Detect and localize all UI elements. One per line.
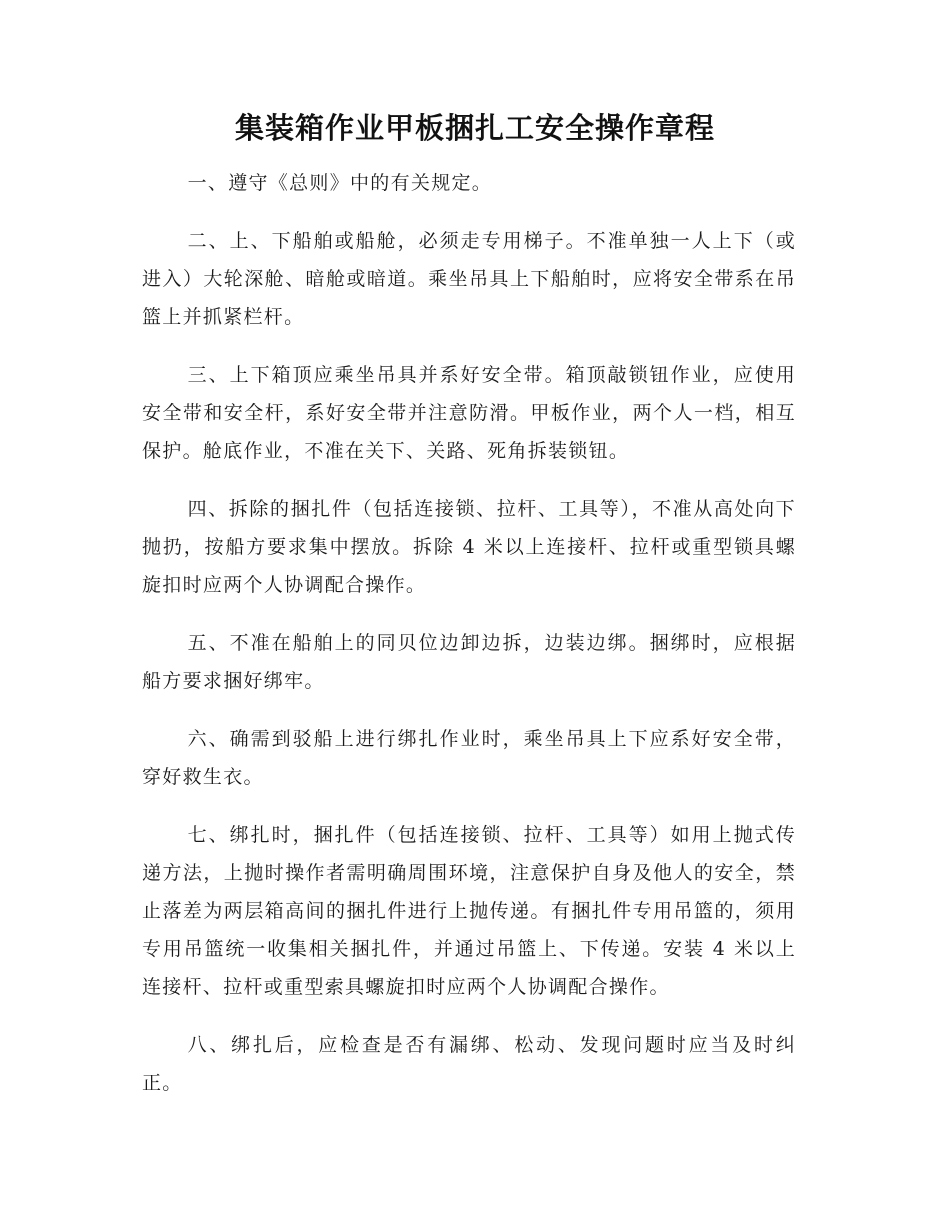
paragraph-4: 四、拆除的捆扎件（包括连接锁、拉杆、工具等），不准从高处向下抛扔，按船方要求集中摆放。拆除 4 米以上连接杆、拉杆或重型锁具螺旋扣时应两个人协调配合操作。 xyxy=(142,498,796,596)
paragraph-3: 三、上下箱顶应乘坐吊具并系好安全带。箱顶敲锁钮作业，应使用安全带和安全杆，系好安全带并注意防滑。甲板作业，两个人一档，相互保护。舱底作业，不准在关下、关路、死角拆装锁钮。 xyxy=(142,364,796,462)
paragraph-8: 八、绑扎后，应检查是否有漏绑、松动、发现问题时应当及时纠正。 xyxy=(142,1034,796,1094)
document-body xyxy=(142,164,796,1122)
document-title: 集装箱作业甲板捆扎工安全操作章程 xyxy=(234,111,715,145)
paragraph-6: 六、确需到驳船上进行绑扎作业时，乘坐吊具上下应系好安全带，穿好救生衣。 xyxy=(142,728,796,788)
paragraph-1: 一、遵守《总则》中的有关规定。 xyxy=(187,172,493,194)
paragraph-2: 二、上、下船舶或船舱，必须走专用梯子。不准单独一人上下（或进入）大轮深舱、暗舱或暗道。乘坐吊具上下船舶时，应将安全带系在吊篮上并抓紧栏杆。 xyxy=(142,230,796,328)
paragraph-5: 五、不准在船舶上的同贝位边卸边拆，边装边绑。捆绑时，应根据船方要求捆好绑牢。 xyxy=(142,632,796,692)
paragraph-7: 七、绑扎时，捆扎件（包括连接锁、拉杆、工具等）如用上抛式传递方法，上抛时操作者需明确周围环境，注意保护自身及他人的安全，禁止落差为两层箱高间的捆扎件进行上抛传递。有捆扎件专用吊篮的，须用专用吊篮统一收集相关捆扎件，并通过吊篮上、下传递。安装 4 米以上连接杆、拉杆或重型索具螺旋扣时应两个人协调配合操作。 xyxy=(142,824,796,998)
